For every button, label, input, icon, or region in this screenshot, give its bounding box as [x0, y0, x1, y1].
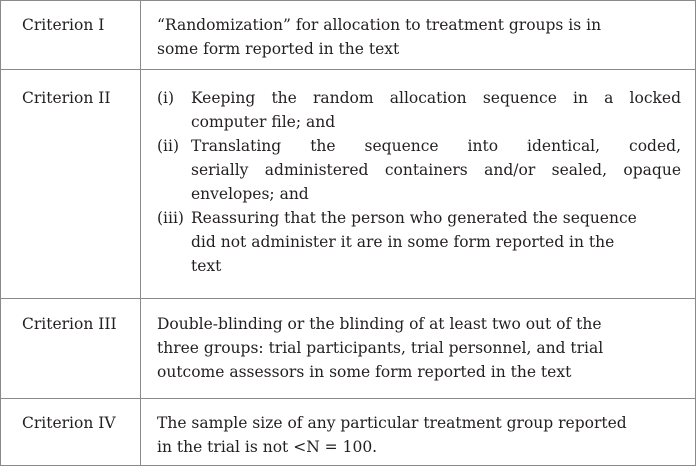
description-line: Double-blinding or the blinding of at least two out of the	[157, 315, 602, 333]
list-item-line: envelopes; and	[191, 185, 309, 203]
description-line: some form reported in the text	[157, 40, 400, 58]
criterion-description	[157, 86, 681, 278]
criterion-label: Criterion III	[22, 315, 117, 333]
list-item-line: Keeping the random allocation sequence in a locked	[191, 89, 681, 107]
criterion-label: Criterion I	[22, 16, 105, 34]
list-item	[157, 86, 681, 134]
table-row-criterion-3	[1, 298, 695, 398]
criterion-description	[157, 411, 677, 459]
table-row-criterion-1	[1, 1, 695, 69]
criterion-description	[157, 312, 677, 384]
list-item-line: Reassuring that the person who generated the sequence	[191, 209, 637, 227]
list-item-number: (iii)	[157, 209, 184, 227]
description-line: outcome assessors in some form reported in the text	[157, 363, 572, 381]
description-line: in the trial is not <N = 100.	[157, 438, 378, 456]
list-item-line: did not administer it are in some form reported in the	[191, 233, 615, 251]
description-line: The sample size of any particular treatment group reported	[157, 414, 627, 432]
table-row-criterion-2	[1, 69, 695, 298]
list-item	[157, 134, 681, 206]
list-item-line: computer file; and	[191, 113, 336, 131]
description-line: three groups: trial participants, trial personnel, and trial	[157, 339, 604, 357]
table-row-criterion-4	[1, 398, 695, 466]
description-line: “Randomization” for allocation to treatment groups is in	[157, 16, 602, 34]
list-item-number: (i)	[157, 89, 175, 107]
list-item	[157, 206, 677, 278]
list-item-line: serially administered containers and/or sealed, opaque	[191, 161, 681, 179]
list-item-line: Translating the sequence into identical, coded,	[191, 137, 681, 155]
criterion-label: Criterion II	[22, 89, 111, 107]
criterion-label: Criterion IV	[22, 414, 116, 432]
list-item-line: text	[191, 257, 222, 275]
list-item-number: (ii)	[157, 137, 180, 155]
criterion-description	[157, 13, 677, 61]
